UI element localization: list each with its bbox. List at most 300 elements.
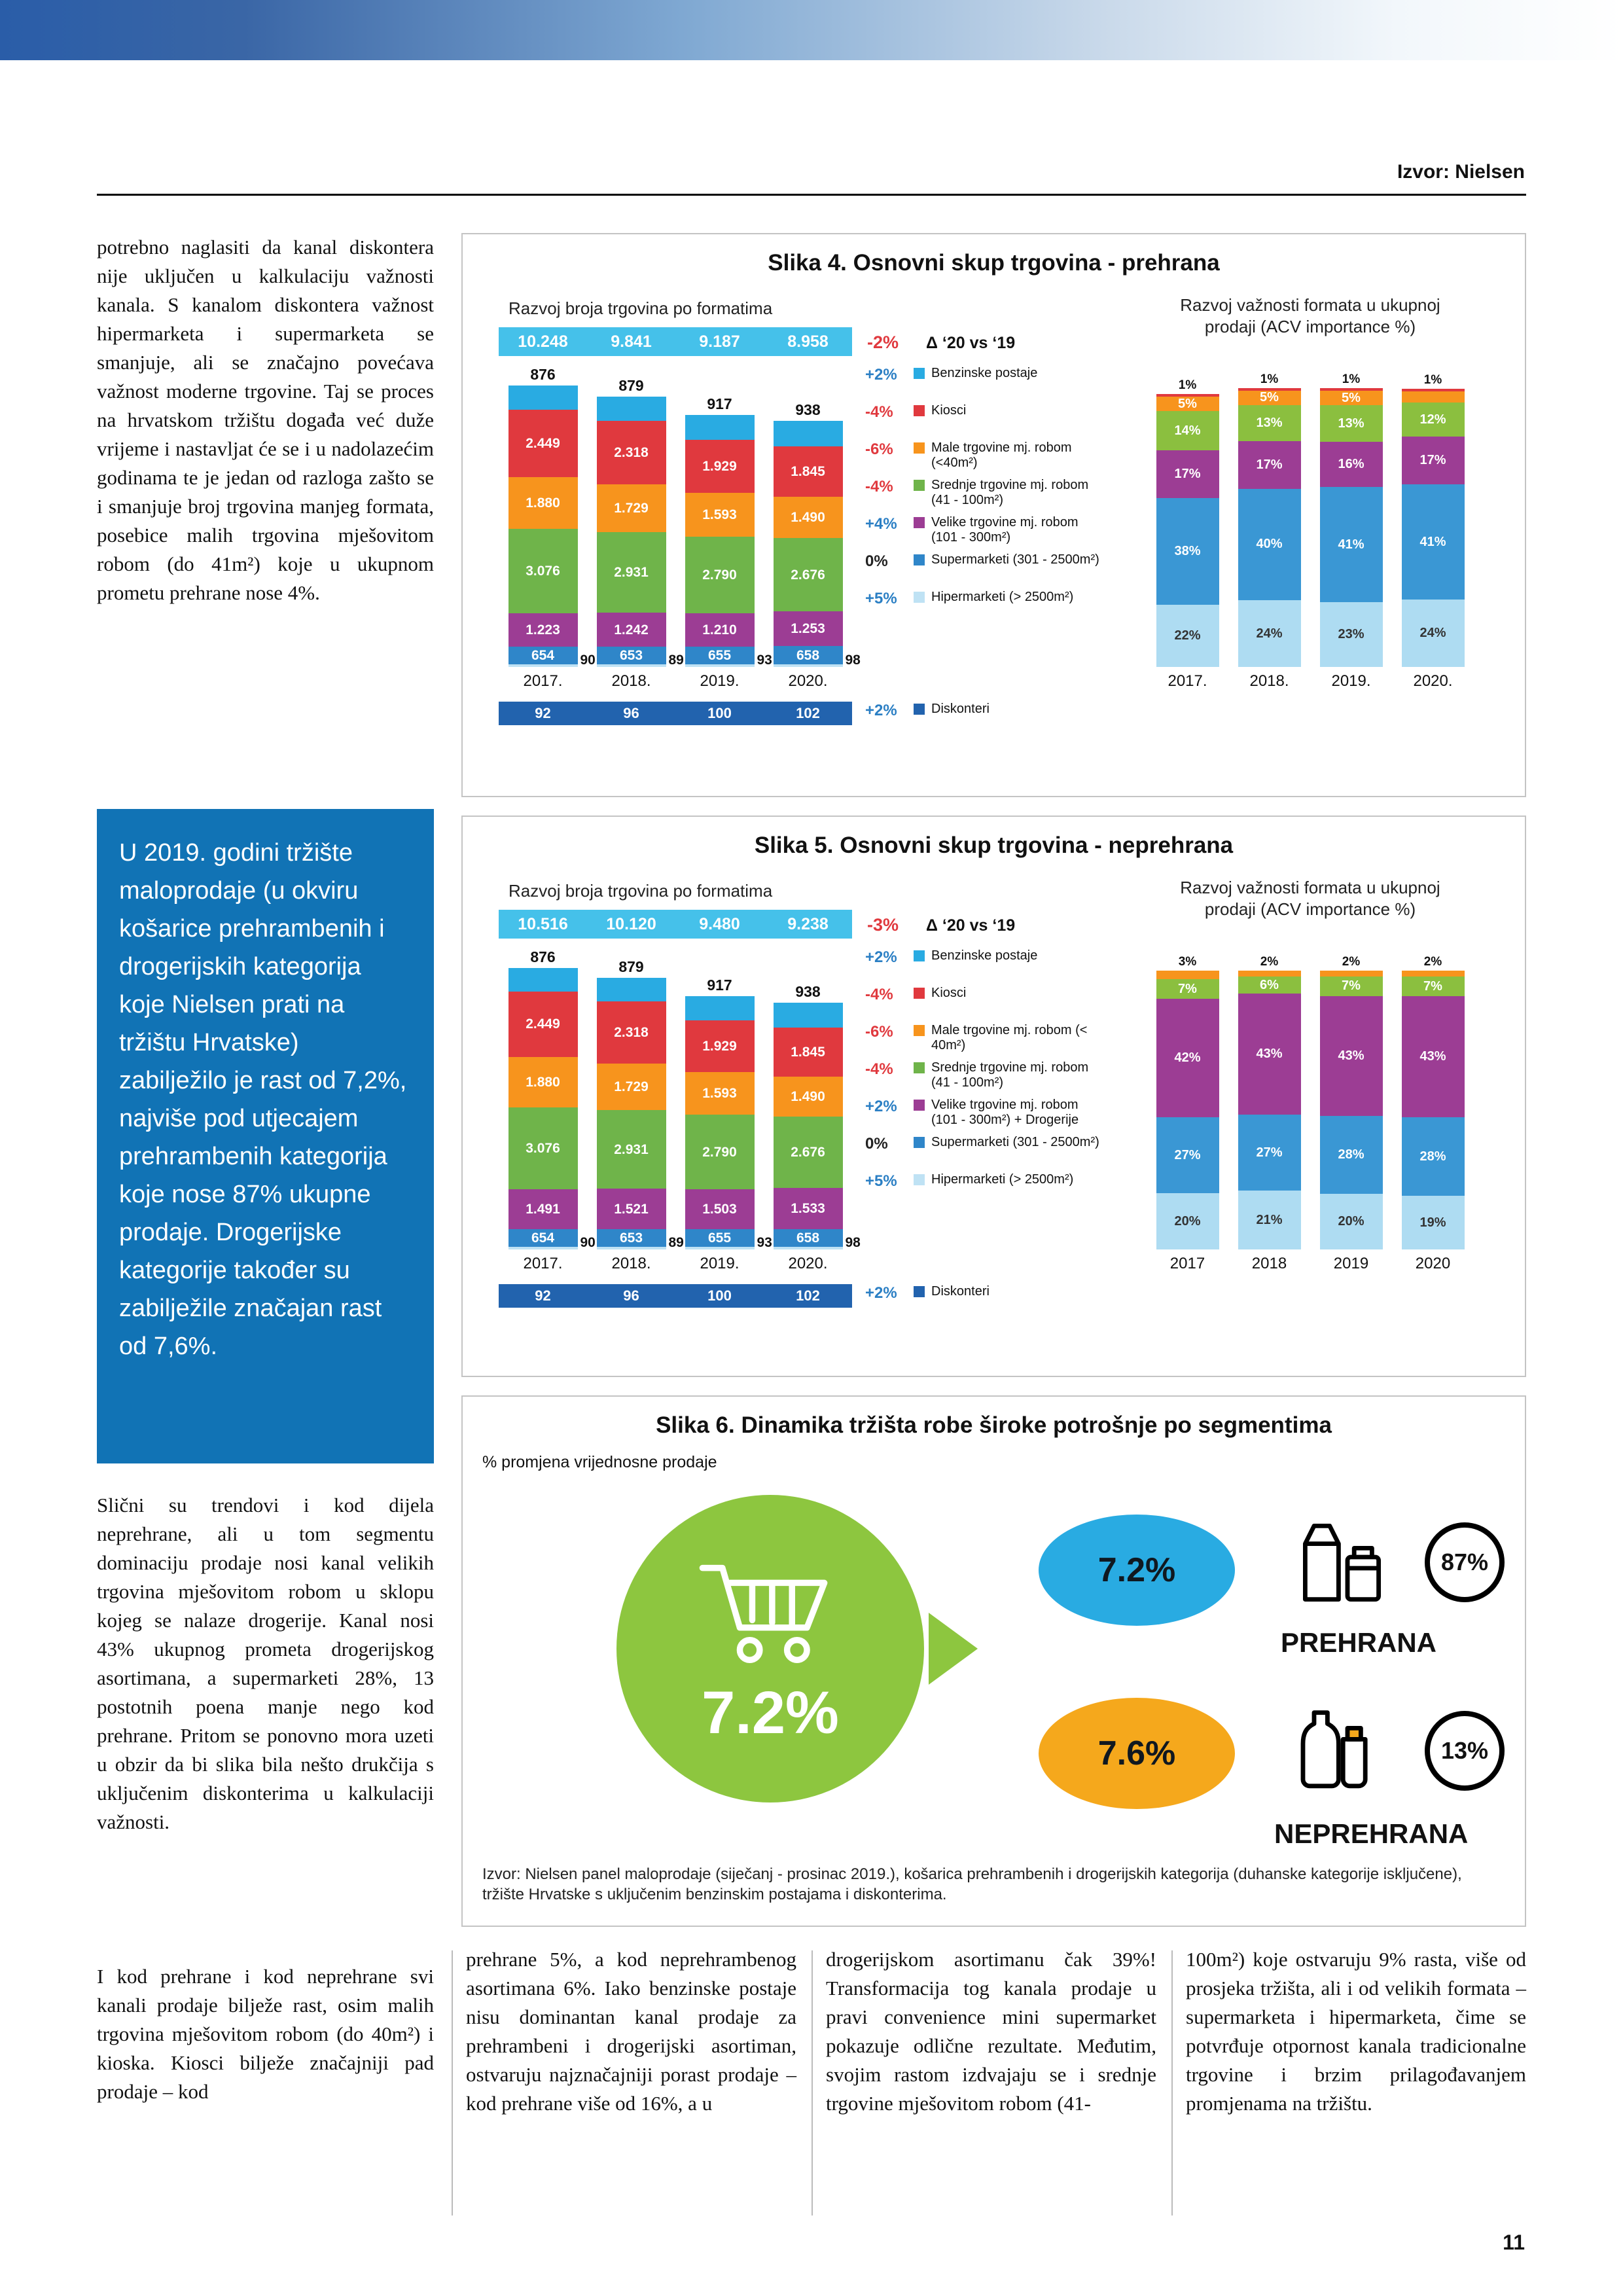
bar-col — [587, 366, 684, 668]
segment-label: 655 — [707, 648, 732, 663]
side-name: Srednje trgovine mj. robom (41 - 100m²) — [931, 1060, 1089, 1090]
side-name: Srednje trgovine mj. robom (41 - 100m²) — [931, 478, 1089, 507]
pct-above: 2% — [1260, 955, 1279, 969]
segment-label: 13% — [1338, 416, 1364, 431]
segment-label: 2.318 — [614, 1025, 649, 1040]
seg — [597, 1229, 666, 1247]
cell: 96 — [623, 1287, 639, 1304]
food-share-circle — [1425, 1522, 1505, 1602]
seg — [508, 613, 578, 647]
side-name: Supermarketi (301 - 2500m²) — [931, 1135, 1099, 1149]
pct-seg — [1402, 996, 1465, 1117]
pct-col — [1147, 372, 1228, 667]
segment-label: 1.533 — [791, 1201, 825, 1216]
pct-seg — [1238, 1115, 1301, 1191]
bar-col — [675, 948, 772, 1250]
food-growth-bubble — [1039, 1515, 1235, 1626]
segment-label: 654 — [531, 648, 555, 663]
seg — [774, 538, 843, 611]
cell: 2019. — [700, 672, 740, 690]
side-name: Hipermarketi (> 2500m²) — [931, 590, 1074, 604]
seg — [774, 1229, 843, 1247]
seg — [685, 1189, 755, 1229]
side-name: Diskonteri — [931, 702, 990, 716]
fig5-diskonteri-strip — [499, 1284, 852, 1308]
above-label: 938 — [795, 983, 821, 1000]
seg — [597, 1110, 666, 1189]
pct-seg — [1320, 391, 1383, 405]
column-divider — [1171, 1950, 1173, 2215]
segment-label: 2.931 — [614, 1141, 649, 1157]
segment-label: 5% — [1260, 390, 1279, 405]
side-row — [865, 1098, 1140, 1135]
bar-col — [499, 948, 596, 1250]
total-growth-circle — [616, 1495, 924, 1803]
food-products-icon — [1281, 1501, 1392, 1613]
segment-label: 90 — [580, 1235, 596, 1250]
cell: 2019 — [1333, 1255, 1369, 1272]
segment-label: 89 — [668, 653, 684, 668]
seg — [774, 421, 843, 446]
food-category-label: PREHRANA — [1281, 1627, 1437, 1658]
fig5-acv-bars — [1147, 955, 1474, 1249]
seg — [685, 647, 755, 664]
segment-label: 2.790 — [702, 567, 737, 583]
article-column-3 — [826, 1945, 1156, 2118]
cell: 2017. — [523, 672, 563, 690]
side-row — [865, 590, 1140, 627]
figure-5-title: Slika 5. Osnovni skup trgovina - neprehrana — [754, 833, 1234, 858]
segment-label: 43% — [1256, 1047, 1283, 1061]
seg — [508, 992, 578, 1057]
seg — [597, 613, 666, 647]
cell: 9.187 — [699, 332, 740, 351]
side-delta: -6% — [865, 440, 893, 458]
segment-label: 658 — [796, 1230, 820, 1246]
cell: 2019. — [700, 1255, 740, 1272]
swatch — [914, 442, 925, 454]
pct-seg — [1156, 979, 1219, 999]
seg — [597, 397, 666, 421]
food-growth-value: 7.2% — [1097, 1551, 1176, 1589]
swatch — [914, 1025, 925, 1036]
segment-label: 2.449 — [526, 1016, 560, 1032]
pct-seg — [1238, 971, 1301, 977]
seg — [774, 1117, 843, 1188]
article-left-column — [97, 233, 434, 2126]
segment-label: 12% — [1419, 412, 1446, 427]
side-name: Velike trgovine mj. robom (101 - 300m²) — [931, 515, 1079, 545]
side-name: Kiosci — [931, 986, 967, 1000]
pct-seg — [1402, 437, 1465, 484]
segment-label: 3.076 — [526, 1140, 560, 1156]
segment-label: 14% — [1174, 423, 1201, 438]
pct-col — [1392, 955, 1474, 1249]
segment-label: 6% — [1260, 977, 1279, 992]
total-growth-value: 7.2% — [702, 1679, 839, 1746]
segment-label: 90 — [580, 653, 596, 668]
detergent-bottles-icon — [1281, 1693, 1392, 1804]
side-delta: +2% — [865, 948, 897, 966]
pct-seg — [1320, 487, 1383, 602]
segment-label: 41% — [1419, 534, 1446, 549]
segment-label: 24% — [1256, 626, 1283, 641]
seg — [774, 611, 843, 646]
seg — [774, 646, 843, 664]
header-rule — [97, 194, 1526, 196]
seg — [597, 1001, 666, 1064]
seg — [685, 996, 755, 1020]
swatch — [914, 592, 925, 603]
swatch — [914, 1062, 925, 1073]
fig6-source-note: Izvor: Nielsen panel maloprodaje (siječanj - prosinac 2019.), košarica prehrambenih i drogerijskih kategorija (duhanske kategorije isključene), tržište Hrvatske s uključenim benzinskim postajama i diskonterima. — [482, 1865, 1462, 1903]
food-share-value: 87% — [1440, 1549, 1489, 1575]
cell: 2020. — [788, 672, 828, 690]
article-column-4-text: 100m²) koje ostvaruju 9% rasta, više od prosjeka tržišta, ali i od velikih formata – supermarketa i hipermarketa, čime se potvrđuje otpornost kanala tradicionalne trgovine i brzim prilagođavanjem promjenama na tržištu. — [1186, 1948, 1526, 2115]
side-row — [865, 1172, 1140, 1210]
seg — [774, 446, 843, 497]
pct-seg — [1238, 441, 1301, 488]
side-name: Kiosci — [931, 403, 967, 418]
segment-label: 1.242 — [614, 622, 649, 637]
pct-seg — [1320, 405, 1383, 442]
segment-label: 1.880 — [526, 495, 560, 511]
pct-seg — [1402, 391, 1465, 403]
pct-seg — [1238, 391, 1301, 405]
segment-label: 17% — [1256, 457, 1283, 473]
cell: 2017 — [1169, 1255, 1205, 1272]
nonfood-category-label: NEPREHRANA — [1274, 1818, 1469, 1849]
side-row — [865, 366, 1140, 403]
swatch — [914, 1100, 925, 1111]
side-row — [865, 440, 1140, 478]
cell: 2020 — [1415, 1255, 1451, 1272]
segment-label: 28% — [1419, 1149, 1446, 1164]
swatch — [914, 1174, 925, 1185]
segment-label: 7% — [1423, 978, 1442, 994]
pct-seg — [1320, 1116, 1383, 1194]
pct-seg — [1156, 450, 1219, 498]
pct-seg — [1156, 1117, 1219, 1193]
seg — [508, 1229, 578, 1247]
swatch — [914, 368, 925, 379]
segment-label: 1.490 — [791, 510, 825, 525]
bar-col — [764, 366, 861, 668]
fig4-diskonteri-strip — [499, 702, 852, 725]
pct-seg — [1320, 996, 1383, 1116]
pct-col — [1147, 955, 1228, 1249]
side-row — [865, 478, 1140, 515]
cell: 102 — [796, 705, 820, 721]
pct-seg — [1156, 605, 1219, 667]
segment-label: 1.929 — [702, 459, 737, 474]
segment-label: 1.210 — [702, 622, 737, 637]
pct-above: 3% — [1178, 955, 1197, 969]
swatch — [914, 480, 925, 491]
cell: 2019. — [1331, 672, 1371, 690]
top-gradient-bar — [0, 0, 1623, 60]
fig5-acv-year-labels — [1147, 1255, 1474, 1273]
segment-label: 27% — [1256, 1145, 1283, 1160]
segment-label: 5% — [1342, 390, 1361, 405]
segment-label: 2.676 — [791, 1145, 825, 1160]
cell: 9.480 — [699, 914, 740, 933]
side-delta: +2% — [865, 366, 897, 384]
fig5-left-subtitle: Razvoj broja trgovina po formatima — [508, 881, 773, 901]
fig4-acv-bars — [1147, 372, 1474, 667]
pct-seg — [1156, 498, 1219, 605]
pct-col — [1228, 955, 1310, 1249]
seg — [508, 477, 578, 529]
figure-slika-4 — [461, 233, 1526, 797]
nonfood-growth-bubble — [1039, 1698, 1235, 1809]
segment-label: 20% — [1174, 1213, 1201, 1229]
segment-label: 658 — [796, 647, 820, 663]
pct-seg — [1156, 411, 1219, 450]
pct-col — [1228, 372, 1310, 667]
segment-label: 93 — [757, 653, 772, 668]
seg — [774, 1188, 843, 1229]
seg — [508, 1107, 578, 1190]
nonfood-share-circle — [1425, 1711, 1505, 1791]
pct-above: 1% — [1342, 372, 1361, 386]
segment-label: 1.845 — [791, 1045, 825, 1060]
cell: 10.516 — [518, 914, 568, 933]
segment-label: 653 — [619, 648, 643, 663]
cell: 10.248 — [518, 332, 568, 351]
seg — [774, 1003, 843, 1028]
seg — [685, 613, 755, 647]
fig5-totals-strip — [499, 910, 852, 939]
pct-seg — [1156, 1193, 1219, 1249]
segment-label: 23% — [1338, 627, 1364, 641]
segment-label: 7% — [1178, 981, 1197, 996]
figure-6-title: Slika 6. Dinamika tržišta robe široke potrošnje po segmentima — [656, 1412, 1332, 1438]
segment-label: 98 — [845, 1235, 861, 1250]
above-label: 917 — [707, 395, 732, 412]
side-delta: -4% — [865, 986, 893, 1003]
side-delta: +5% — [865, 590, 897, 607]
segment-label: 1.521 — [614, 1201, 649, 1217]
fig6-subtitle: % promjena vrijednosne prodaje — [482, 1453, 717, 1471]
pct-seg — [1402, 977, 1465, 996]
pct-seg — [1238, 977, 1301, 994]
swatch — [914, 517, 925, 528]
cell: 2018. — [611, 1255, 651, 1272]
side-delta: +2% — [865, 1284, 897, 1302]
side-row — [865, 403, 1140, 440]
pct-seg — [1238, 405, 1301, 441]
figure-4-title: Slika 4. Osnovni skup trgovina - prehrana — [768, 250, 1220, 276]
above-label: 917 — [707, 977, 732, 994]
seg — [597, 532, 666, 613]
nonfood-growth-value: 7.6% — [1097, 1734, 1176, 1772]
side-delta: 0% — [865, 552, 888, 570]
cell: 2017. — [1168, 672, 1207, 690]
segment-label: 21% — [1256, 1212, 1283, 1227]
seg — [685, 415, 755, 440]
fig5-year-labels — [499, 1255, 852, 1273]
article-paragraph-2: Slični su trendovi i kod dijela neprehrane, ali u tom segmentu dominaciju prodaje nosi kanal velikih trgovina mješovitom robom u sklopu kojeg se nalaze drogerije. Kanal nosi 43% ukupnog prometa drogerijskog asortimana, a supermarketi 28%, 13 postotnih poena manje nego kod prehrane. Pritom se ponovno mora uzeti u obzir da bi slika bila nešto drukčija s uključenim diskonterima u kalkulaciji važnosti. — [97, 1494, 434, 1833]
segment-label: 28% — [1338, 1147, 1364, 1162]
cell: 9.841 — [611, 332, 652, 351]
segment-label: 42% — [1174, 1050, 1201, 1065]
segment-label: 1.845 — [791, 464, 825, 479]
article-column-4 — [1186, 1945, 1526, 2118]
pct-seg — [1402, 484, 1465, 600]
side-row — [865, 948, 1140, 986]
segment-label: 27% — [1174, 1147, 1201, 1162]
pct-seg — [1402, 1117, 1465, 1196]
nonfood-share-value: 13% — [1440, 1737, 1489, 1764]
cell: 92 — [535, 1287, 551, 1304]
seg — [508, 1057, 578, 1107]
seg — [508, 1189, 578, 1229]
seg — [685, 1115, 755, 1189]
side-name: Benzinske postaje — [931, 366, 1038, 380]
cell: 100 — [707, 1287, 732, 1304]
pct-col — [1310, 955, 1392, 1249]
cell: 2020. — [1413, 672, 1453, 690]
side-name: Male trgovine mj. robom (< 40m²) — [931, 1023, 1088, 1052]
seg — [597, 647, 666, 664]
seg — [685, 1020, 755, 1072]
pct-above: 2% — [1423, 955, 1442, 969]
article-column-2 — [466, 1945, 796, 2118]
side-delta: +2% — [865, 702, 897, 719]
seg — [597, 484, 666, 532]
segment-label: 1.491 — [526, 1202, 560, 1217]
seg — [685, 537, 755, 613]
seg — [774, 1028, 843, 1077]
segment-label: 2.318 — [614, 445, 649, 460]
fig4-legend — [865, 366, 1140, 627]
source-attribution: Izvor: Nielsen — [1397, 161, 1525, 183]
cell: 100 — [707, 705, 732, 721]
side-delta: -4% — [865, 403, 893, 421]
segment-label: 93 — [757, 1235, 772, 1250]
segment-label: 653 — [619, 1230, 643, 1246]
pct-seg — [1238, 1191, 1301, 1249]
segment-label: 19% — [1419, 1215, 1446, 1230]
pct-col — [1310, 372, 1392, 667]
fig5-diskonteri-legend — [865, 1284, 1101, 1302]
swatch — [914, 950, 925, 961]
fig4-stacked-bars — [499, 366, 861, 668]
segment-label: 24% — [1419, 626, 1446, 640]
segment-label: 1.593 — [702, 1086, 737, 1101]
segment-label: 2.931 — [614, 565, 649, 580]
fig5-delta-header: Δ ‘20 vs ‘19 — [926, 916, 1016, 935]
fig5-stacked-bars — [499, 948, 861, 1250]
figure-slika-6 — [461, 1395, 1526, 1927]
side-delta: +4% — [865, 515, 897, 533]
pct-seg — [1156, 971, 1219, 979]
cell: 2018 — [1251, 1255, 1287, 1272]
segment-label: 43% — [1338, 1048, 1364, 1063]
seg — [597, 1189, 666, 1229]
cell: 2018. — [1249, 672, 1289, 690]
segment-label: 20% — [1338, 1213, 1364, 1229]
fig4-totals-strip — [499, 327, 852, 356]
segment-label: 40% — [1256, 537, 1283, 552]
segment-label: 1.729 — [614, 1079, 649, 1094]
swatch — [914, 554, 925, 565]
pct-seg — [1320, 977, 1383, 996]
fig4-right-subtitle: Razvoj važnosti formata u ukupnoj prodaji (ACV importance %) — [1180, 295, 1440, 336]
article-column-3-text: drogerijskom asortimanu čak 39%! Transformacija tog kanala prodaje u pravi convenience mini supermarket pokazuje odlične rezultate. Međutim, svojim rastom izdvajaju se i srednje trgovine mješovitom robom (41- — [826, 1948, 1156, 2115]
pct-seg — [1238, 489, 1301, 600]
seg — [508, 529, 578, 613]
callout-box — [97, 809, 434, 1463]
pct-seg — [1320, 971, 1383, 977]
shopping-cart-icon — [688, 1551, 852, 1675]
pct-above: 1% — [1178, 378, 1197, 392]
fig4-delta-header: Δ ‘20 vs ‘19 — [926, 334, 1016, 352]
segment-label: 22% — [1174, 628, 1201, 643]
segment-label: 2.449 — [526, 436, 560, 451]
pct-seg — [1402, 1196, 1465, 1249]
column-divider — [812, 1950, 813, 2215]
side-delta: -4% — [865, 478, 893, 495]
side-delta: -4% — [865, 1060, 893, 1078]
side-name: Velike trgovine mj. robom (101 - 300m²) + Drogerije — [931, 1098, 1079, 1127]
bar-col — [675, 366, 772, 668]
side-delta: -6% — [865, 1023, 893, 1041]
fig4-year-labels — [499, 672, 852, 691]
side-row — [865, 515, 1140, 552]
segment-label: 5% — [1178, 396, 1197, 411]
arrow-right-icon — [929, 1613, 978, 1685]
pct-seg — [1402, 600, 1465, 667]
pct-seg — [1238, 600, 1301, 667]
pct-above: 2% — [1342, 954, 1361, 969]
fig5-totals-delta: -3% — [867, 915, 899, 935]
side-row — [865, 986, 1140, 1023]
seg — [597, 421, 666, 484]
pct-col — [1392, 372, 1474, 667]
side-row — [865, 1060, 1140, 1098]
swatch — [914, 988, 925, 999]
segment-label: 38% — [1174, 544, 1201, 558]
pct-seg — [1320, 602, 1383, 667]
article-column-2-text: prehrane 5%, a kod neprehrambenog asortimana 6%. Iako benzinske postaje nisu dominantan kanal prodaje za prehrambeni i drogerijski asortiman, ostvaruju najznačajniji porast prodaje – kod prehrane više od 16%, a u — [466, 1948, 796, 2115]
side-name: Male trgovine mj. robom (<40m²) — [931, 440, 1072, 470]
segment-label: 17% — [1419, 453, 1446, 467]
pct-seg — [1320, 442, 1383, 487]
swatch — [914, 704, 925, 715]
pct-above: 1% — [1423, 373, 1442, 387]
segment-label: 41% — [1338, 537, 1364, 552]
cell: 10.120 — [606, 914, 656, 933]
fig4-acv-year-labels — [1147, 672, 1474, 691]
above-label: 876 — [530, 948, 556, 965]
segment-label: 654 — [531, 1230, 555, 1246]
segment-label: 1.593 — [702, 507, 737, 522]
segment-label: 2.790 — [702, 1144, 737, 1160]
side-name: Supermarketi (301 - 2500m²) — [931, 552, 1099, 567]
cell: 2017. — [523, 1255, 563, 1272]
column-divider — [452, 1950, 453, 2215]
cell: 8.958 — [787, 332, 829, 351]
seg — [508, 386, 578, 410]
seg — [685, 1229, 755, 1247]
callout-text: U 2019. godini tržište maloprodaje (u okviru košarice prehrambenih i drogerijskih kategorija koje Nielsen prati na tržištu Hrvatske) zabilježilo je rast od 7,2%, najviše pod utjecajem prehrambenih kategorija koje nose 87% ukupne prodaje. Drogerijske kategorije također su zabilježile značajan rast od 7,6%. — [119, 839, 407, 1360]
segment-label: 1.729 — [614, 501, 649, 516]
pct-seg — [1320, 1194, 1383, 1249]
cell: 2020. — [788, 1255, 828, 1272]
segment-label: 7% — [1342, 978, 1361, 994]
